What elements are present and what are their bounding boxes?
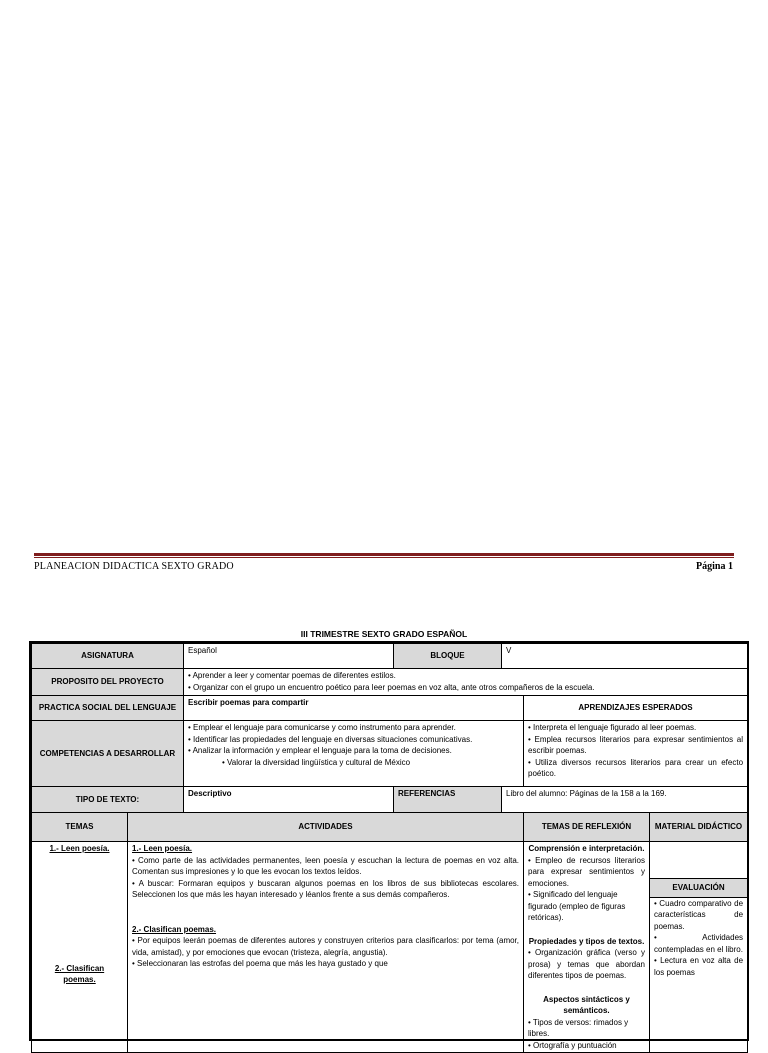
aprendizajes-label: APRENDIZAJES ESPERADOS xyxy=(524,696,748,721)
row-tipo-texto xyxy=(32,787,748,813)
header-rule-thin xyxy=(34,557,734,558)
proposito-item: • Organizar con el grupo un encuentro poético para leer poemas en voz alta, ante otros compañeros de la escuela. xyxy=(188,682,595,692)
col-header-actividades: ACTIVIDADES xyxy=(128,813,524,842)
col-header-temas: TEMAS xyxy=(32,813,128,842)
referencias-label: REFERENCIAS xyxy=(394,787,502,813)
aprendizaje-item: • Interpreta el lenguaje figurado al leer poemas. xyxy=(528,723,697,732)
competencia-item: • Identificar las propiedades del lenguaje en diversas situaciones comunicativas. xyxy=(188,734,473,744)
reflexion-item: • Significado del lenguaje figurado (empleo de figuras retóricas). xyxy=(528,890,626,922)
competencia-item: • Valorar la diversidad lingüística y cultural de México xyxy=(222,757,411,767)
actividad-paragraph: • Seleccionaran las estrofas del poema que más les haya gustado y que xyxy=(132,959,388,968)
row-column-headers xyxy=(32,813,748,842)
col-header-material: MATERIAL DIDÁCTICO xyxy=(650,813,748,842)
aprendizajes-value xyxy=(524,721,748,787)
header-rule-thick xyxy=(34,553,734,556)
actividad-paragraph: • A buscar: Formaran equipos y buscaran algunos poemas en los libros de sus bibliotecas escolares. Seleccionen los que más les hayan interesado y léanlos frente a sus demás compañeros. xyxy=(132,878,519,899)
proposito-item: • Aprender a leer y comentar poemas de diferentes estilos. xyxy=(188,671,396,680)
temas-cell xyxy=(32,842,128,1053)
aprendizaje-item: • Emplea recursos literarios para expresar sentimientos al escribir poemas. xyxy=(528,734,744,755)
col-header-reflexion: TEMAS DE REFLEXIÓN xyxy=(524,813,650,842)
proposito-value xyxy=(184,669,748,696)
row-practica xyxy=(32,696,748,721)
tipo-texto-value: Descriptivo xyxy=(184,787,394,813)
tipo-texto-label: TIPO DE TEXTO: xyxy=(32,787,184,813)
reflexion-item: • Ortografía y puntuación xyxy=(528,1040,617,1050)
material-cell xyxy=(650,842,748,1053)
competencias-value xyxy=(184,721,524,787)
reflexion-item: • Organización gráfica (verso y prosa) y temas que abordan diferentes tipos de poemas. xyxy=(528,948,645,980)
actividad-paragraph: • Por equipos leerán poemas de diferentes autores y construyen criterios para clasificarlos: por tema (amor, vida, amistad), y por emociones que evocan (tristeza, alegría, angustia). xyxy=(132,936,519,957)
bloque-label: BLOQUE xyxy=(394,644,502,669)
actividad-paragraph: • Como parte de las actividades permanentes, leen poesía y escuchan la lectura de poemas en voz alta. Comentan sus impresiones y lo que les evocan los textos leídos. xyxy=(132,855,519,876)
reflexion-heading: Comprensión e interpretación. xyxy=(528,844,645,853)
row-proposito xyxy=(32,669,748,696)
practica-value: Escribir poemas para compartir xyxy=(184,696,524,721)
evaluacion-item: • Lectura en voz alta de los poemas xyxy=(654,956,744,977)
planning-table xyxy=(31,643,748,1053)
actividades-cell xyxy=(128,842,524,1053)
reflexion-heading: Aspectos sintácticos y semánticos. xyxy=(543,994,630,1015)
aprendizaje-item: • Utiliza diversos recursos literarios para crear un efecto poético. xyxy=(528,757,744,778)
evaluacion-item: • Cuadro comparativo de características de poemas. xyxy=(654,898,744,931)
document-title: III TRIMESTRE SEXTO GRADO ESPAÑOL xyxy=(300,629,468,639)
asignatura-value: Español xyxy=(184,644,394,669)
actividad-title: 2.- Clasifican poemas. xyxy=(132,924,217,934)
page-number: Página 1 xyxy=(696,561,733,572)
row-asignatura xyxy=(32,644,748,669)
reflexion-item: • Empleo de recursos literarios para expresar sentimientos y emociones. xyxy=(528,855,645,888)
asignatura-label: ASIGNATURA xyxy=(32,644,184,669)
actividad-title: 1.- Leen poesía. xyxy=(132,844,193,853)
competencia-item: • Analizar la información y emplear el lenguaje para la toma de decisiones. xyxy=(188,746,452,755)
proposito-label: PROPOSITO DEL PROYECTO xyxy=(32,669,184,696)
referencias-value: Libro del alumno: Páginas de la 158 a la 169. xyxy=(502,787,748,813)
tema-item: 2.- Clasifican poemas. xyxy=(54,963,105,984)
competencias-label: COMPETENCIAS A DESARROLLAR xyxy=(32,721,184,787)
competencia-item: • Emplear el lenguaje para comunicarse y como instrumento para aprender. xyxy=(188,723,456,732)
row-content xyxy=(32,842,748,1053)
reflexion-item: • Tipos de versos: rimados y libres. xyxy=(528,1017,629,1038)
evaluacion-item: • Actividades contempladas en el libro. xyxy=(654,933,744,954)
reflexion-heading: Propiedades y tipos de textos. xyxy=(528,936,645,946)
bloque-value: V xyxy=(502,644,748,669)
page-header-title: PLANEACION DIDACTICA SEXTO GRADO xyxy=(34,561,234,572)
row-competencias xyxy=(32,721,748,787)
reflexion-cell xyxy=(524,842,650,1053)
tema-item: 1.- Leen poesía. xyxy=(49,844,110,853)
practica-label: PRACTICA SOCIAL DEL LENGUAJE xyxy=(32,696,184,721)
evaluacion-label: EVALUACIÓN xyxy=(650,878,747,898)
